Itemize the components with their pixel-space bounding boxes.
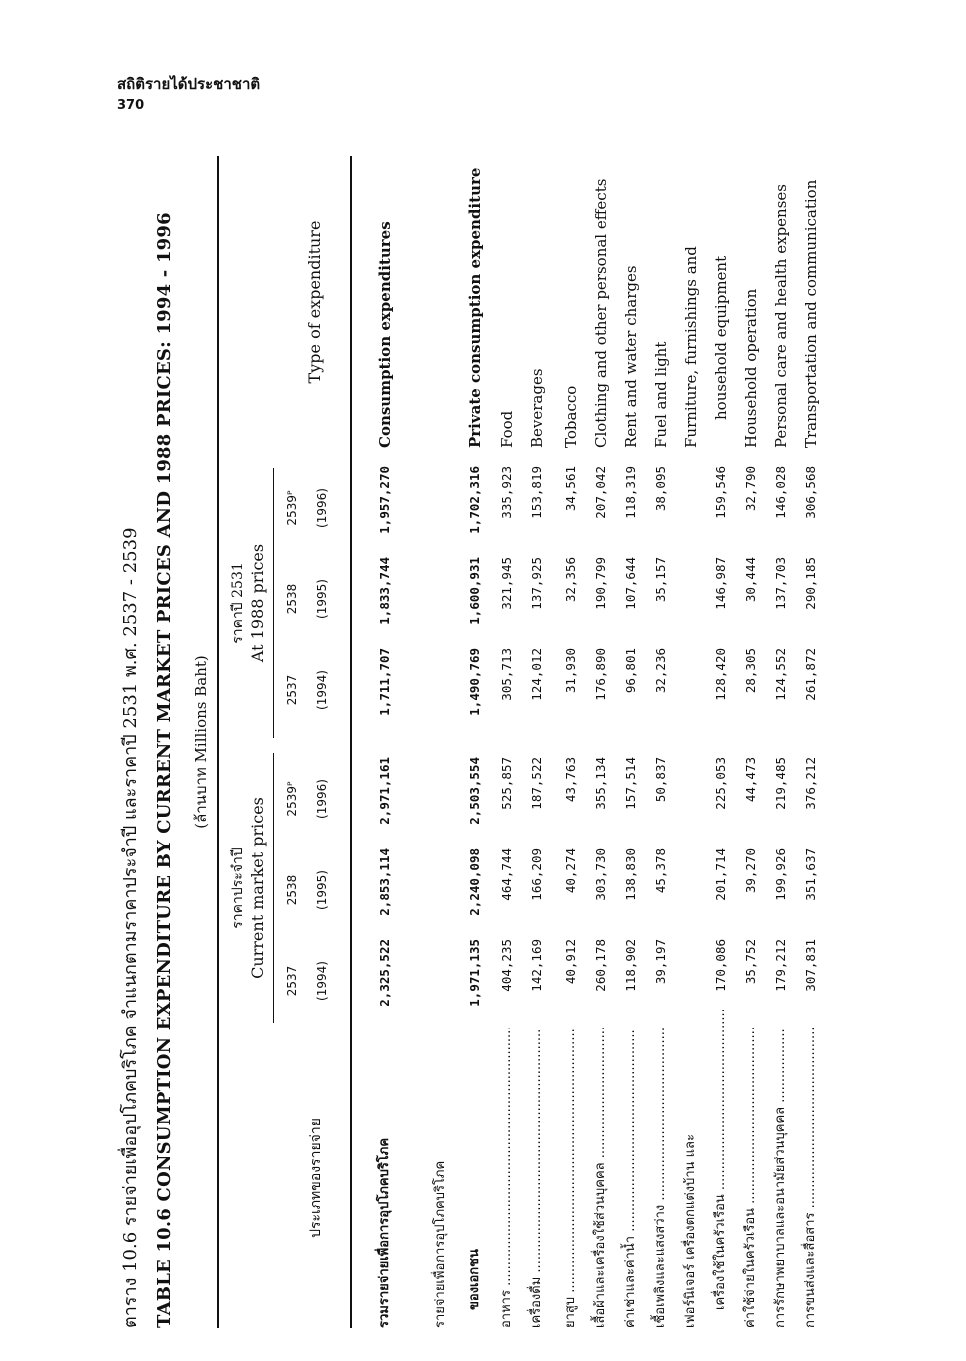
cell: 30,444: [743, 557, 758, 603]
row-label-thai: ของเอกชน: [467, 1249, 482, 1310]
year-ad-3: (1996): [315, 779, 329, 819]
table-row: [461, 156, 489, 1328]
cell: 1,711,707: [377, 648, 392, 716]
row-label-thai: เสื้อผ้าและเครื่องใช้ส่วนบุคคล .....: [587, 1028, 615, 1328]
table-row: [767, 156, 795, 1328]
book-title: สถิติรายได้ประชาชาติ: [117, 75, 261, 93]
year-be-2: 2538: [285, 874, 299, 906]
table-row: [617, 156, 645, 1328]
cell: 225,053: [713, 757, 728, 810]
year-ad-6: (1996): [315, 488, 329, 528]
table-row: [523, 156, 551, 1328]
cell: 35,752: [743, 939, 758, 985]
cell: 118,902: [623, 939, 638, 992]
year-ad-1: (1994): [315, 961, 329, 1001]
cell: 107,644: [623, 557, 638, 610]
cell: 166,209: [529, 848, 544, 901]
cell: 321,945: [499, 557, 514, 610]
year-ad-2: (1995): [315, 870, 329, 910]
row-label-english: Beverages: [528, 368, 546, 448]
cell: 157,514: [623, 757, 638, 810]
table-row: [737, 156, 765, 1328]
cell: 124,552: [773, 648, 788, 701]
cell: 137,703: [773, 557, 788, 610]
title-english: TABLE 10.6 CONSUMPTION EXPENDITURE BY CURRENT MARKET PRICES AND 1988 PRICES: 1994 - 1996: [154, 212, 175, 1328]
row-label-thai: อาหาร .....: [493, 1028, 521, 1328]
header-bottom-rule: [350, 156, 352, 1328]
cell: 335,923: [499, 466, 514, 519]
current-header-thai: ราคาประจำปี: [230, 847, 246, 929]
cell: 153,819: [529, 466, 544, 519]
table-row: [647, 156, 675, 1328]
cell: 376,212: [803, 757, 818, 810]
cell: 187,522: [529, 757, 544, 810]
row-label-thai: การขนส่งและสื่อสาร .....: [797, 1028, 825, 1328]
row-label-english: Clothing and other personal effects: [592, 178, 610, 448]
cell: 176,890: [593, 648, 608, 701]
constant-header-thai: ราคาปี 2531: [230, 562, 246, 644]
cell: 201,714: [713, 848, 728, 901]
cell: 290,185: [803, 557, 818, 610]
cell: 39,270: [743, 848, 758, 894]
type-header-english: Type of expenditure: [305, 220, 324, 384]
row-label-thai: ค่าใช้จ่ายในครัวเรือน .....: [737, 1028, 765, 1328]
cell: 1,490,769: [467, 648, 482, 716]
row-label-english: Fuel and light: [652, 341, 670, 448]
cell: 179,212: [773, 939, 788, 992]
row-label-english: Private consumption expenditure: [466, 167, 484, 448]
cell: 464,744: [499, 848, 514, 901]
cell: 1,833,744: [377, 557, 392, 625]
cell: 355,134: [593, 757, 608, 810]
cell: 43,763: [563, 757, 578, 803]
cell: 307,831: [803, 939, 818, 992]
cell: 40,274: [563, 848, 578, 894]
cell: 190,799: [593, 557, 608, 610]
cell: 1,702,316: [467, 466, 482, 534]
cell: 159,546: [713, 466, 728, 519]
current-header-rule: [273, 753, 274, 1023]
cell: 45,378: [653, 848, 668, 894]
year-be-5: 2538: [285, 583, 299, 615]
cell: 31,930: [563, 648, 578, 694]
unit-label: (ล้านบาท Millions Baht): [192, 655, 210, 829]
row-label-thai: เฟอร์นิเจอร์ เครื่องตกแต่งบ้าน และ: [683, 1134, 698, 1328]
year-be-1: 2537: [285, 965, 299, 997]
row-label-english: Personal care and health expenses: [772, 184, 790, 448]
cell: 2,853,114: [377, 848, 392, 916]
table-row: [797, 156, 825, 1328]
cell: 35,157: [653, 557, 668, 603]
constant-header-rule: [273, 468, 274, 738]
cell: 128,420: [713, 648, 728, 701]
row-label-thai: เครื่องดื่ม .....: [523, 1028, 551, 1328]
row-label-thai: เชื้อเพลิงและแสงสว่าง .....: [647, 1028, 675, 1328]
row-label-english: Tobacco: [562, 385, 580, 448]
table-row: [493, 156, 521, 1328]
row-label-english: Food: [498, 410, 516, 448]
rotated-table-page: [115, 156, 875, 1328]
year-be-4: 2537: [285, 674, 299, 706]
table-row: [707, 156, 735, 1328]
year-be-3: 2539ᴾ: [285, 781, 299, 817]
row-label-english: Rent and water charges: [622, 265, 640, 448]
cell: 39,197: [653, 939, 668, 985]
page-header: [117, 72, 260, 113]
page-number: 370: [117, 98, 145, 113]
row-label-thai: เครื่องใช้ในครัวเรือน .....: [707, 1010, 735, 1328]
row-label-thai: การรักษาพยาบาลและอนามัยส่วนบุคคล .....: [767, 1028, 795, 1328]
row-label-english: Household operation: [742, 288, 760, 448]
row-label-english: Consumption expenditures: [376, 221, 394, 448]
cell: 219,485: [773, 757, 788, 810]
cell: 2,503,554: [467, 757, 482, 825]
year-ad-4: (1994): [315, 670, 329, 710]
cell: 404,235: [499, 939, 514, 992]
cell: 146,028: [773, 466, 788, 519]
cell: 1,600,931: [467, 557, 482, 625]
cell: 28,305: [743, 648, 758, 694]
table-row: [677, 156, 705, 1328]
table-row: [587, 156, 615, 1328]
cell: 124,012: [529, 648, 544, 701]
cell: 351,637: [803, 848, 818, 901]
top-rule: [217, 156, 219, 1328]
table-row: [557, 156, 585, 1328]
cell: 303,730: [593, 848, 608, 901]
row-label-english: household equipment: [712, 255, 730, 420]
cell: 207,042: [593, 466, 608, 519]
cell: 137,925: [529, 557, 544, 610]
cell: 118,319: [623, 466, 638, 519]
cell: 138,830: [623, 848, 638, 901]
cell: 199,926: [773, 848, 788, 901]
type-header-thai: ประเภทของรายจ่าย: [308, 1118, 324, 1238]
cell: 170,086: [713, 939, 728, 992]
current-header-english: Current market prices: [248, 797, 267, 979]
row-label-thai: รวมรายจ่ายเพื่อการอุปโภคบริโภค: [377, 1137, 392, 1328]
cell: 2,325,522: [377, 939, 392, 1007]
cell: 1,971,135: [467, 939, 482, 1007]
title-thai: ตาราง 10.6 รายจ่ายเพื่ออุปโภคบริโภค จำแนกตามราคาประจำปี และราคาปี 2531 พ.ศ. 2537 - 2539: [120, 527, 141, 1328]
cell: 146,987: [713, 557, 728, 610]
cell: 306,568: [803, 466, 818, 519]
cell: 305,713: [499, 648, 514, 701]
cell: 96,801: [623, 648, 638, 694]
row-label-english: Transportation and communication: [802, 179, 820, 448]
table-row: [427, 156, 455, 1328]
constant-header-english: At 1988 prices: [248, 543, 267, 663]
cell: 32,790: [743, 466, 758, 512]
row-label-english: Furniture, furnishings and: [682, 246, 700, 448]
row-label-thai: รายจ่ายเพื่อการอุปโภคบริโภค: [433, 1160, 448, 1328]
cell: 32,236: [653, 648, 668, 694]
cell: 50,837: [653, 757, 668, 803]
cell: 142,169: [529, 939, 544, 992]
cell: 261,872: [803, 648, 818, 701]
table-row: [371, 156, 399, 1328]
cell: 525,857: [499, 757, 514, 810]
cell: 2,240,098: [467, 848, 482, 916]
cell: 34,561: [563, 466, 578, 512]
table-title: [115, 156, 175, 1328]
cell: 38,095: [653, 466, 668, 512]
cell: 44,473: [743, 757, 758, 803]
cell: 1,957,270: [377, 466, 392, 534]
row-label-thai: ค่าเช่าและค่าน้ำ .....: [617, 1028, 645, 1328]
row-label-thai: ยาสูบ .....: [557, 1028, 585, 1328]
cell: 260,178: [593, 939, 608, 992]
cell: 32,356: [563, 557, 578, 603]
year-ad-5: (1995): [315, 579, 329, 619]
cell: 2,971,161: [377, 757, 392, 825]
year-be-6: 2539ᴾ: [285, 490, 299, 526]
cell: 40,912: [563, 939, 578, 985]
